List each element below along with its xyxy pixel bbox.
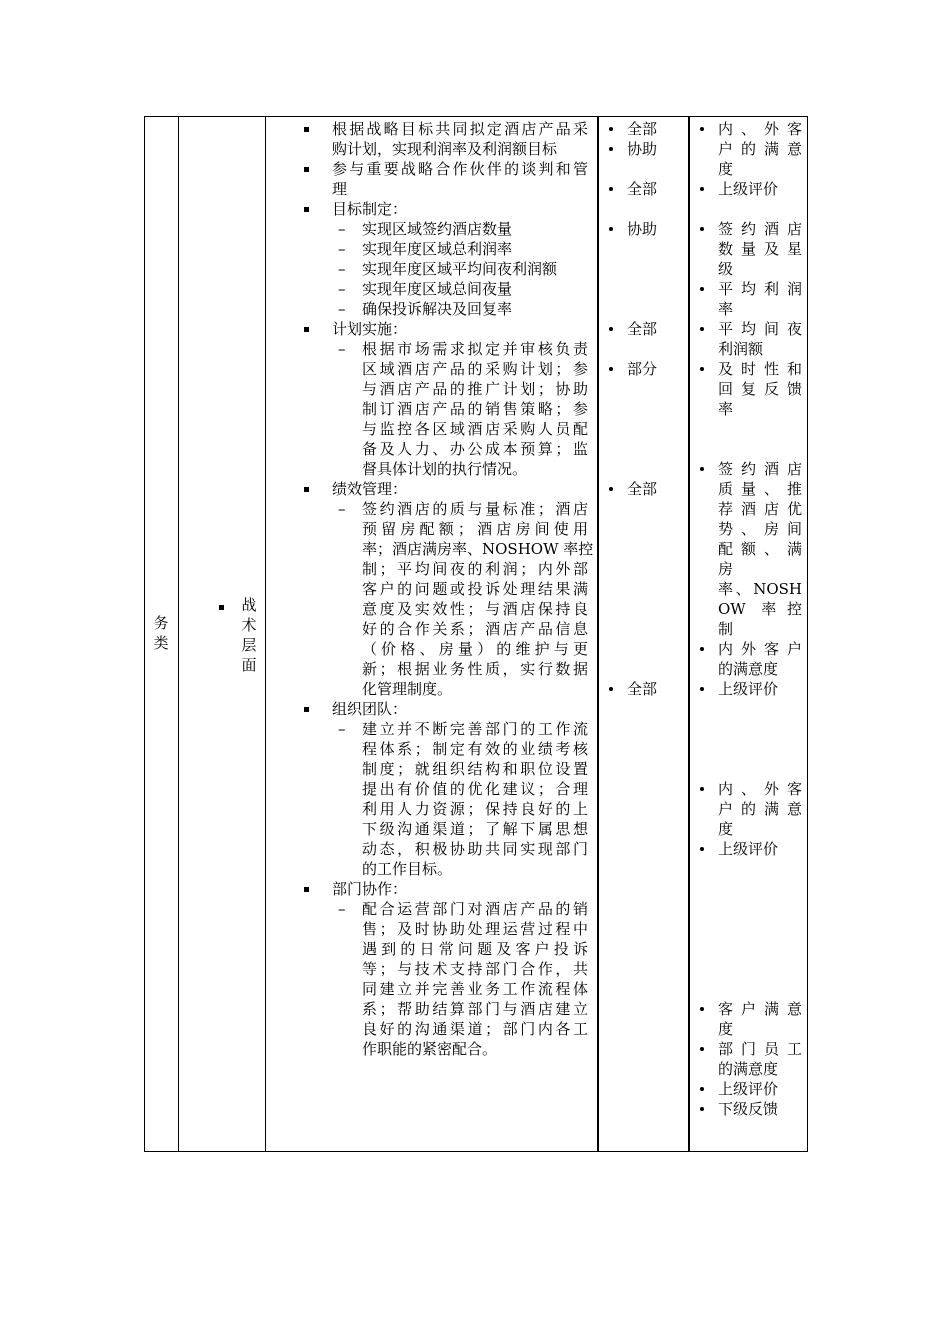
authority-text: 全部 bbox=[627, 680, 658, 698]
responsibility-text: 利用人力资源；保持良好的上 bbox=[362, 800, 588, 818]
responsibility-text: 督具体计划的执行情况。 bbox=[362, 460, 528, 478]
evaluation-text: 的满意度 bbox=[718, 660, 779, 678]
responsibility-text: 购计划，实现利润率及利润额目标 bbox=[332, 140, 558, 158]
evaluation-text: 率 bbox=[718, 300, 734, 318]
evaluation-text: 度 bbox=[718, 160, 734, 178]
bullet-dot-icon bbox=[609, 327, 613, 331]
responsibility-text: 实现年度区域总利润率 bbox=[362, 240, 513, 258]
evaluation-text: 平均间夜 bbox=[718, 320, 802, 338]
responsibility-text: 的工作目标。 bbox=[362, 860, 453, 878]
responsibility-text: 组织团队： bbox=[332, 700, 408, 718]
bullet-dot-icon bbox=[700, 647, 704, 651]
evaluation-text: 的满意度 bbox=[718, 1060, 779, 1078]
evaluation-text: 回复反馈 bbox=[718, 380, 802, 398]
dash-marker: – bbox=[338, 900, 346, 918]
responsibility-text: 绩效管理： bbox=[332, 480, 408, 498]
responsibility-text: 预留房配额；酒店房间使用 bbox=[362, 520, 588, 538]
evaluation-text: 质量、推 bbox=[718, 480, 802, 498]
responsibility-text: 备及人力、办公成本预算；监 bbox=[362, 440, 588, 458]
responsibility-text: 制订酒店产品的销售策略；参 bbox=[362, 400, 588, 418]
bullet-dot-icon bbox=[609, 147, 613, 151]
responsibility-text: 等；与技术支持部门合作，共 bbox=[362, 960, 588, 978]
bullet-dot-icon bbox=[609, 227, 613, 231]
responsibility-text: 同建立并完善业务工作流程体 bbox=[362, 980, 588, 998]
evaluation-text: 级 bbox=[718, 260, 734, 278]
responsibility-text: 动态，积极协助共同实现部门 bbox=[362, 840, 588, 858]
evaluation-text: 度 bbox=[718, 820, 734, 838]
evaluation-text: 签约酒店 bbox=[718, 460, 802, 478]
responsibility-text: 根据市场需求拟定并审核负责 bbox=[362, 340, 588, 358]
authority-text: 全部 bbox=[627, 120, 658, 138]
evaluation-text: 数量及星 bbox=[718, 240, 802, 258]
evaluation-text: 上级评价 bbox=[718, 1080, 779, 1098]
dash-marker: – bbox=[338, 260, 346, 278]
responsibility-text: 客户的问题或投诉处理结果满 bbox=[362, 580, 588, 598]
evaluation-text: 上级评价 bbox=[718, 180, 779, 198]
evaluation-text: 及时性和 bbox=[718, 360, 802, 378]
responsibility-text: 新；根据业务性质，实行数据 bbox=[362, 660, 588, 678]
responsibility-text: 建立并不断完善部门的工作流 bbox=[362, 720, 588, 738]
dash-marker: – bbox=[338, 340, 346, 358]
dash-marker: – bbox=[338, 500, 346, 518]
responsibility-text: 提出有价值的优化建议；合理 bbox=[362, 780, 588, 798]
bullet-dot-icon bbox=[609, 187, 613, 191]
authority-text: 全部 bbox=[627, 180, 658, 198]
bullet-dot-icon bbox=[700, 467, 704, 471]
dash-marker: – bbox=[338, 220, 346, 238]
evaluation-text: 部门员工 bbox=[718, 1040, 802, 1058]
bullet-square-icon bbox=[304, 707, 309, 712]
bullet-square-icon bbox=[219, 605, 224, 610]
bullet-dot-icon bbox=[700, 1047, 704, 1051]
evaluation-text: 户的满意 bbox=[718, 140, 802, 158]
responsibility-text: 化管理制度。 bbox=[362, 680, 453, 698]
evaluation-text: 内、外客 bbox=[718, 120, 802, 138]
bullet-dot-icon bbox=[700, 287, 704, 291]
evaluation-text: 势、房间 bbox=[718, 520, 802, 538]
authority-text: 全部 bbox=[627, 320, 658, 338]
bullet-square-icon bbox=[304, 487, 309, 492]
bullet-dot-icon bbox=[700, 327, 704, 331]
evaluation-text: 内外客户 bbox=[718, 640, 802, 658]
responsibility-text: 目标制定： bbox=[332, 200, 408, 218]
responsibility-text: 参与重要战略合作伙伴的谈判和管 bbox=[332, 160, 588, 178]
responsibility-text: 与酒店产品的推广计划；协助 bbox=[362, 380, 588, 398]
evaluation-text: 荐酒店优 bbox=[718, 500, 802, 518]
responsibility-text: 实现区域签约酒店数量 bbox=[362, 220, 513, 238]
evaluation-text: 房 bbox=[718, 560, 734, 578]
evaluation-text: 制 bbox=[718, 620, 734, 638]
bullet-square-icon bbox=[304, 207, 309, 212]
evaluation-text: OW 率控 bbox=[718, 600, 802, 618]
bullet-dot-icon bbox=[700, 787, 704, 791]
bullet-dot-icon bbox=[700, 367, 704, 371]
evaluation-text: 平均利润 bbox=[718, 280, 802, 298]
bullet-dot-icon bbox=[700, 187, 704, 191]
category-column bbox=[145, 117, 179, 1151]
responsibility-text: 部门协作： bbox=[332, 880, 408, 898]
responsibility-text: 签约酒店的质与量标准；酒店 bbox=[362, 500, 588, 518]
responsibility-text: （价格、房量）的维护与更 bbox=[362, 640, 588, 658]
bullet-dot-icon bbox=[700, 687, 704, 691]
responsibility-text: 制；平均间夜的利润；内外部 bbox=[362, 560, 588, 578]
bullet-dot-icon bbox=[700, 227, 704, 231]
bullet-square-icon bbox=[304, 127, 309, 132]
evaluation-text: 签约酒店 bbox=[718, 220, 802, 238]
evaluation-text: 户的满意 bbox=[718, 800, 802, 818]
responsibility-text: 作职能的紧密配合。 bbox=[362, 1040, 498, 1058]
evaluation-text: 客户满意 bbox=[718, 1000, 802, 1018]
authority-text: 协助 bbox=[627, 220, 658, 238]
bullet-square-icon bbox=[304, 327, 309, 332]
kpi-table bbox=[144, 116, 808, 1152]
evaluation-text: 上级评价 bbox=[718, 680, 779, 698]
bullet-square-icon bbox=[304, 887, 309, 892]
responsibility-text: 区域酒店产品的采购计划；参 bbox=[362, 360, 588, 378]
bullet-dot-icon bbox=[700, 1007, 704, 1011]
bullet-dot-icon bbox=[700, 1107, 704, 1111]
responsibility-text: 理 bbox=[332, 180, 348, 198]
evaluation-text: 率、NOSH bbox=[718, 580, 802, 598]
authority-text: 协助 bbox=[627, 140, 658, 158]
dash-marker: – bbox=[338, 240, 346, 258]
bullet-square-icon bbox=[304, 167, 309, 172]
dash-marker: – bbox=[338, 280, 346, 298]
responsibility-column bbox=[266, 117, 599, 1151]
responsibility-text: 确保投诉解决及回复率 bbox=[362, 300, 513, 318]
authority-text: 部分 bbox=[627, 360, 658, 378]
evaluation-text: 上级评价 bbox=[718, 840, 779, 858]
evaluation-text: 利润额 bbox=[718, 340, 764, 358]
bullet-dot-icon bbox=[700, 1087, 704, 1091]
level-label: 战术层面 bbox=[241, 596, 257, 674]
bullet-dot-icon bbox=[609, 487, 613, 491]
bullet-dot-icon bbox=[609, 127, 613, 131]
responsibility-text: 意度及实效性；与酒店保持良 bbox=[362, 600, 588, 618]
authority-text: 全部 bbox=[627, 480, 658, 498]
bullet-dot-icon bbox=[609, 687, 613, 691]
evaluation-text: 率 bbox=[718, 400, 734, 418]
responsibility-text: 配合运营部门对酒店产品的销 bbox=[362, 900, 588, 918]
bullet-dot-icon bbox=[700, 127, 704, 131]
responsibility-text: 遇到的日常问题及客户投诉 bbox=[362, 940, 588, 958]
dash-marker: – bbox=[338, 300, 346, 318]
responsibility-text: 好的合作关系；酒店产品信息 bbox=[362, 620, 588, 638]
responsibility-text: 根据战略目标共同拟定酒店产品采 bbox=[332, 120, 588, 138]
evaluation-text: 度 bbox=[718, 1020, 734, 1038]
responsibility-text: 实现年度区域平均间夜利润额 bbox=[362, 260, 558, 278]
responsibility-text: 率；酒店满房率、NOSHOW 率控 bbox=[362, 540, 594, 558]
evaluation-text: 配额、满 bbox=[718, 540, 802, 558]
evaluation-text: 下级反馈 bbox=[718, 1100, 779, 1118]
dash-marker: – bbox=[338, 720, 346, 738]
responsibility-text: 程体系；制定有效的业绩考核 bbox=[362, 740, 588, 758]
level-column bbox=[179, 117, 266, 1151]
responsibility-text: 制度；就组织结构和职位设置 bbox=[362, 760, 588, 778]
category-label: 务类 bbox=[153, 614, 169, 652]
responsibility-text: 良好的沟通渠道；部门内各工 bbox=[362, 1020, 588, 1038]
responsibility-text: 下级沟通渠道；了解下属思想 bbox=[362, 820, 588, 838]
evaluation-column bbox=[690, 117, 809, 1151]
responsibility-text: 售；及时协助处理运营过程中 bbox=[362, 920, 588, 938]
bullet-dot-icon bbox=[700, 847, 704, 851]
bullet-dot-icon bbox=[609, 367, 613, 371]
evaluation-text: 内、外客 bbox=[718, 780, 802, 798]
responsibility-text: 与监控各区域酒店采购人员配 bbox=[362, 420, 588, 438]
responsibility-text: 实现年度区域总间夜量 bbox=[362, 280, 513, 298]
authority-column bbox=[599, 117, 690, 1151]
responsibility-text: 计划实施： bbox=[332, 320, 408, 338]
responsibility-text: 系；帮助结算部门与酒店建立 bbox=[362, 1000, 588, 1018]
